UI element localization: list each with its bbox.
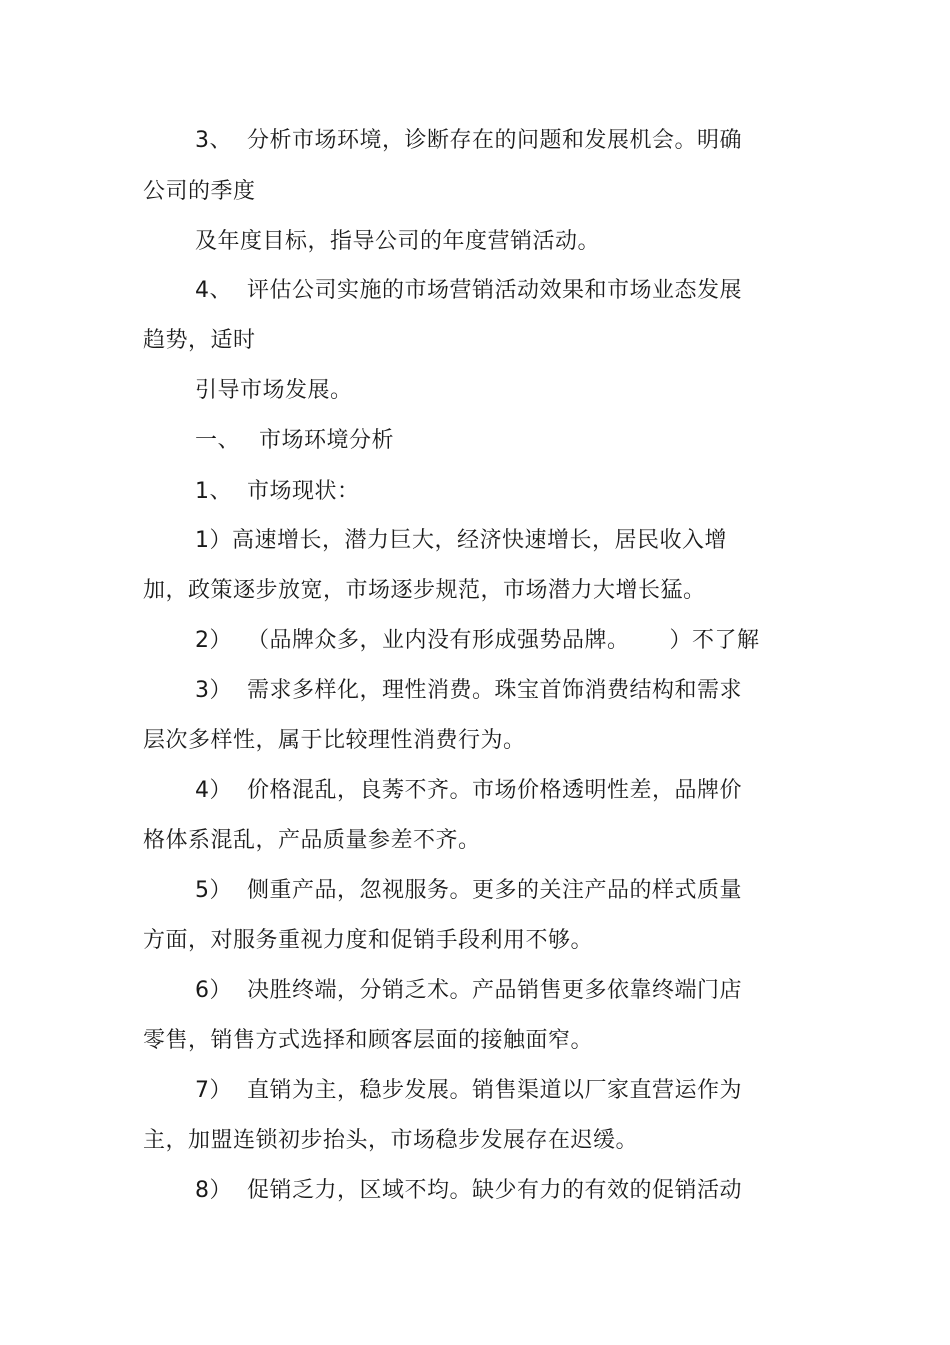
line-text: （品牌众多，业内没有形成强势品牌。 [247, 628, 630, 653]
item-number: 4） [195, 778, 232, 803]
text-line [195, 776, 742, 806]
item-number: 3、 [195, 128, 232, 153]
item-number: 6） [195, 978, 232, 1003]
text-line [195, 876, 742, 906]
item-number: 5） [195, 878, 232, 903]
line-text: 趋势，适时 [143, 328, 256, 353]
text-line [195, 126, 742, 156]
item-number: 8） [195, 1178, 232, 1203]
text-line [143, 576, 706, 606]
item-number: 2） [195, 628, 232, 653]
subsection-heading [195, 477, 360, 507]
text-line [195, 276, 742, 306]
section-number: 一、 [195, 428, 241, 453]
item-number: 3） [195, 678, 232, 703]
line-text: 主，加盟连锁初步抬头，市场稳步发展存在迟缓。 [143, 1128, 639, 1153]
item-number: 7） [195, 1078, 232, 1103]
text-line [195, 976, 742, 1006]
line-text: 价格混乱，良莠不齐。市场价格透明性差，品牌价 [247, 778, 743, 803]
line-text: 促销乏力，区域不均。缺少有力的有效的促销活动 [247, 1178, 743, 1203]
line-text: 零售，销售方式选择和顾客层面的接触面窄。 [143, 1028, 594, 1053]
text-line [143, 726, 526, 756]
text-line [143, 1126, 638, 1156]
line-text: 分析市场环境，诊断存在的问题和发展机会。明确 [247, 128, 743, 153]
text-line [195, 626, 760, 656]
line-text: 引导市场发展。 [195, 378, 353, 403]
line-text: 公司的季度 [143, 179, 256, 204]
line-text: 及年度目标，指导公司的年度营销活动。 [195, 229, 601, 254]
text-line [195, 376, 353, 406]
item-number: 1、 [195, 479, 232, 504]
text-line [143, 326, 256, 356]
line-text: 1）高速增长，潜力巨大，经济快速增长，居民收入增 [195, 528, 727, 553]
line-tail-text: ）不了解 [669, 628, 760, 653]
text-line [143, 826, 481, 856]
text-line [195, 227, 600, 257]
line-text: 评估公司实施的市场营销活动效果和市场业态发展 [247, 278, 743, 303]
item-number: 4、 [195, 278, 232, 303]
section-heading [195, 426, 394, 456]
line-text: 层次多样性，属于比较理性消费行为。 [143, 728, 526, 753]
line-text: 加，政策逐步放宽，市场逐步规范，市场潜力大增长猛。 [143, 578, 706, 603]
text-line [143, 1026, 593, 1056]
line-text: 格体系混乱，产品质量参差不齐。 [143, 828, 481, 853]
text-line [143, 177, 256, 207]
text-line [195, 1076, 742, 1106]
text-line [143, 926, 593, 956]
line-text: 市场现状： [247, 479, 360, 504]
line-text: 决胜终端，分销乏术。产品销售更多依靠终端门店 [247, 978, 743, 1003]
text-line [195, 1176, 742, 1206]
text-line [195, 676, 742, 706]
line-text: 需求多样化，理性消费。珠宝首饰消费结构和需求 [247, 678, 743, 703]
text-line [195, 526, 727, 556]
line-text: 直销为主，稳步发展。销售渠道以厂家直营运作为 [247, 1078, 743, 1103]
line-text: 市场环境分析 [259, 428, 395, 453]
line-text: 方面，对服务重视力度和促销手段利用不够。 [143, 928, 594, 953]
line-text: 侧重产品，忽视服务。更多的关注产品的样式质量 [247, 878, 743, 903]
